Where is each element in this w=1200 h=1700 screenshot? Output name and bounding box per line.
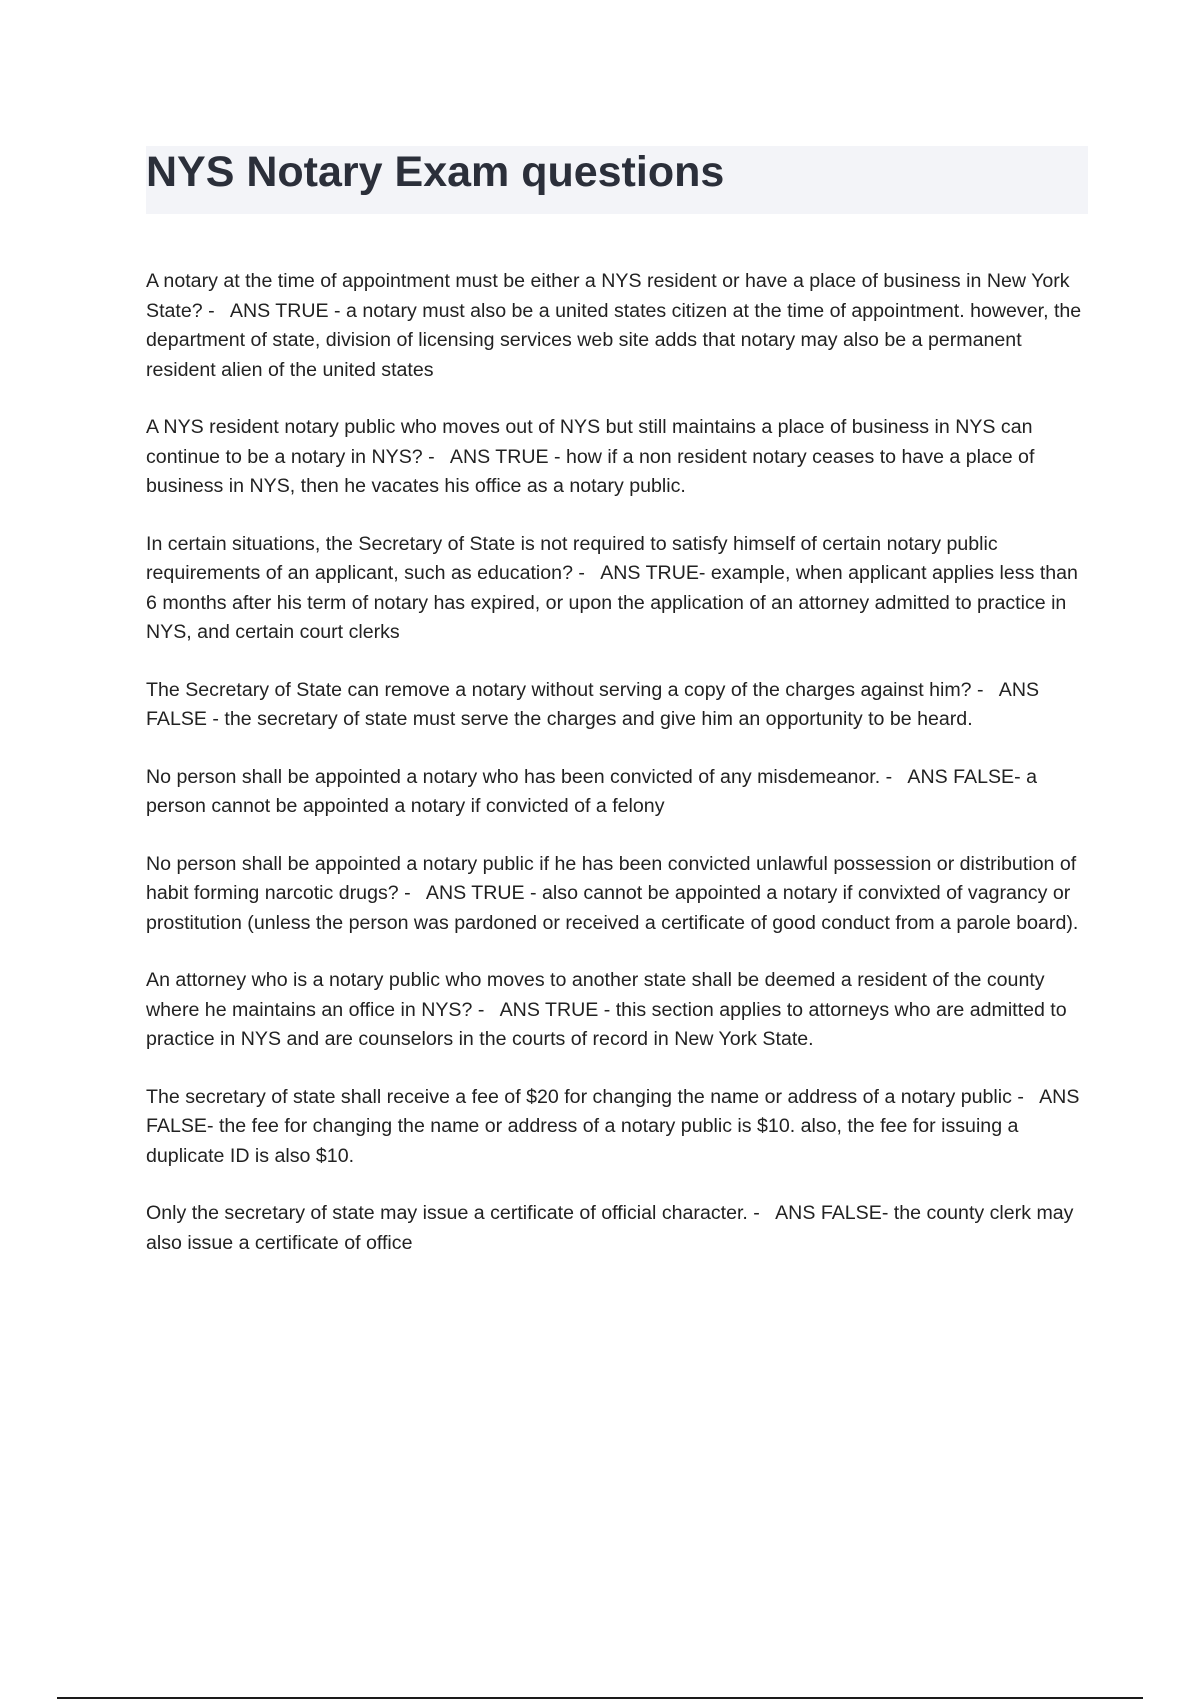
question-text: No person shall be appointed a notary public if he has been convicted unlawful possession or distribution of habit forming narcotic drugs? -: [146, 852, 1077, 904]
answer-text: ANS FALSE- the fee for changing the name or address of a notary public is $10. also, the fee for issuing a duplicate ID is also $10.: [146, 1085, 1080, 1167]
question-text: The Secretary of State can remove a notary without serving a copy of the charges against him? -: [146, 678, 984, 701]
qa-item: [146, 763, 1090, 822]
question-text: No person shall be appointed a notary who has been convicted of any misdemeanor. -: [146, 765, 893, 788]
qa-item: [146, 1199, 1090, 1258]
qa-item: [146, 413, 1090, 502]
answer-text: ANS TRUE - also cannot be appointed a notary if convixted of vagrancy or prostitution (unless the person was pardoned or received a certificate of good conduct from a parole board).: [146, 882, 1079, 934]
footer-divider: [57, 1697, 1143, 1699]
question-text: A notary at the time of appointment must be either a NYS resident or have a place of business in New York State? -: [146, 270, 1070, 322]
qa-item: [146, 850, 1090, 939]
qa-item: [146, 966, 1090, 1055]
question-text: An attorney who is a notary public who moves to another state shall be deemed a resident of the county where he maintains an office in NYS? -: [146, 969, 1045, 1021]
page-title: NYS Notary Exam questions: [146, 148, 725, 196]
qa-item: [146, 1083, 1090, 1172]
qa-list: [146, 267, 1090, 1286]
qa-item: [146, 676, 1090, 735]
question-text: In certain situations, the Secretary of State is not required to satisfy himself of certain notary public requirements of an applicant, such as education? -: [146, 532, 998, 584]
answer-text: ANS FALSE- a person cannot be appointed a notary if convicted of a felony: [146, 765, 1037, 817]
answer-text: ANS FALSE- the county clerk may also issue a certificate of office: [146, 1202, 1074, 1254]
qa-item: [146, 267, 1090, 385]
answer-text: ANS TRUE - how if a non resident notary ceases to have a place of business in NYS, then he vacates his office as a notary public.: [146, 445, 1035, 497]
answer-text: ANS FALSE - the secretary of state must serve the charges and give him an opportunity to be heard.: [146, 678, 1040, 730]
answer-text: ANS TRUE- example, when applicant applies less than 6 months after his term of notary has expired, or upon the application of an attorney admitted to practice in NYS, and certain court clerks: [146, 562, 1078, 643]
question-text: Only the secretary of state may issue a certificate of official character. -: [146, 1202, 760, 1224]
question-text: The secretary of state shall receive a fee of $20 for changing the name or address of a notary public -: [146, 1085, 1024, 1108]
answer-text: ANS TRUE - this section applies to attorneys who are admitted to practice in NYS and are counselors in the courts of record in New York State.: [146, 998, 1067, 1050]
qa-item: [146, 530, 1090, 648]
question-text: A NYS resident notary public who moves out of NYS but still maintains a place of business in NYS can continue to be a notary in NYS? -: [146, 416, 1033, 468]
answer-text: ANS TRUE - a notary must also be a united states citizen at the time of appointment. however, the department of state, division of licensing services web site adds that notary may also be a permanent resident alien of the united states: [146, 299, 1082, 381]
